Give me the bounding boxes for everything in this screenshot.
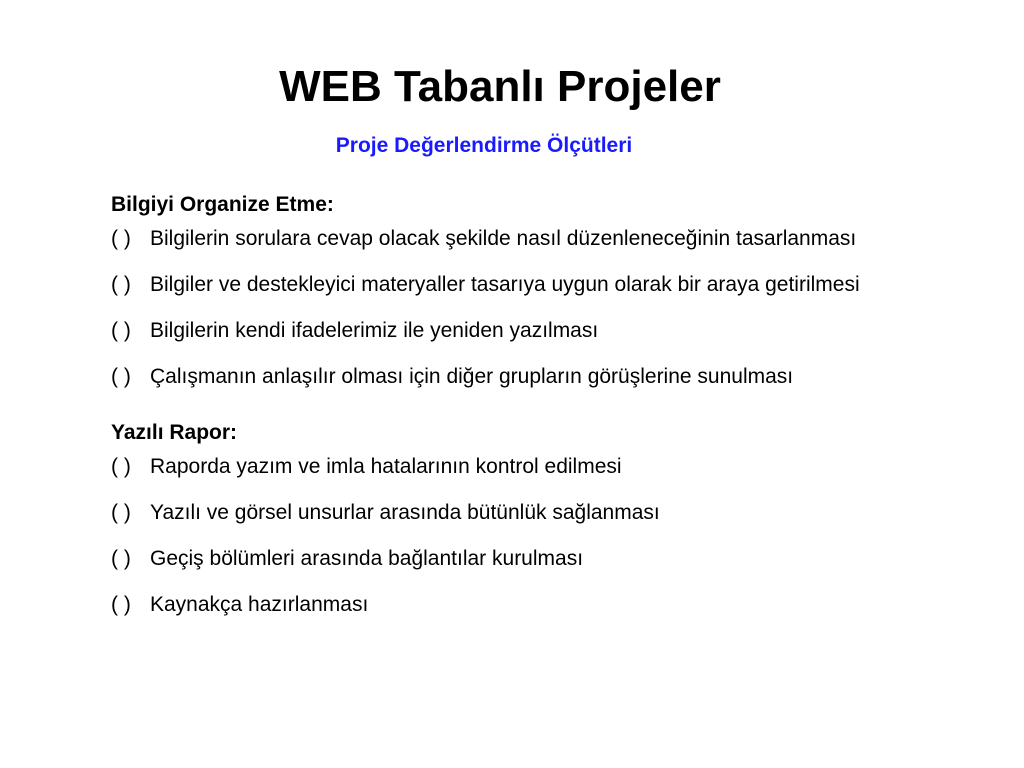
section-heading-organize: Bilgiyi Organize Etme: — [111, 193, 334, 216]
criteria-item-text: Bilgilerin sorulara cevap olacak şekilde nasıl düzenleneceğinin tasarlanması — [150, 227, 857, 250]
slide-subtitle: Proje Değerlendirme Ölçütleri — [335, 134, 633, 157]
criteria-item — [111, 498, 911, 528]
checkbox-placeholder[interactable]: ( ) — [111, 547, 131, 570]
checkbox-placeholder[interactable]: ( ) — [111, 227, 131, 250]
section-heading-report: Yazılı Rapor: — [111, 421, 238, 444]
criteria-item-text: Geçiş bölümleri arasında bağlantılar kurulması — [150, 547, 584, 570]
criteria-item — [111, 270, 911, 300]
criteria-content — [111, 190, 911, 636]
checkbox-placeholder[interactable]: ( ) — [111, 593, 131, 616]
criteria-item-text: Yazılı ve görsel unsurlar arasında bütünlük sağlanması — [150, 501, 660, 524]
checkbox-placeholder[interactable]: ( ) — [111, 365, 131, 388]
checkbox-placeholder[interactable]: ( ) — [111, 501, 131, 524]
checkbox-placeholder[interactable]: ( ) — [111, 455, 131, 478]
slide-title: WEB Tabanlı Projeler — [279, 62, 721, 111]
criteria-item — [111, 544, 911, 574]
criteria-item — [111, 224, 911, 254]
criteria-item — [111, 316, 911, 346]
checkbox-placeholder[interactable]: ( ) — [111, 319, 131, 342]
criteria-item-text: Kaynakça hazırlanması — [150, 593, 369, 616]
criteria-item — [111, 452, 911, 482]
criteria-item — [111, 362, 911, 392]
checkbox-placeholder[interactable]: ( ) — [111, 273, 131, 296]
criteria-item-text: Raporda yazım ve imla hatalarının kontrol edilmesi — [150, 455, 622, 478]
criteria-item-text: Bilgiler ve destekleyici materyaller tasarıya uygun olarak bir araya getirilmesi — [150, 273, 860, 296]
criteria-item-text: Çalışmanın anlaşılır olması için diğer grupların görüşlerine sunulması — [150, 365, 794, 388]
criteria-item-text: Bilgilerin kendi ifadelerimiz ile yeniden yazılması — [150, 319, 599, 342]
criteria-item — [111, 590, 911, 620]
